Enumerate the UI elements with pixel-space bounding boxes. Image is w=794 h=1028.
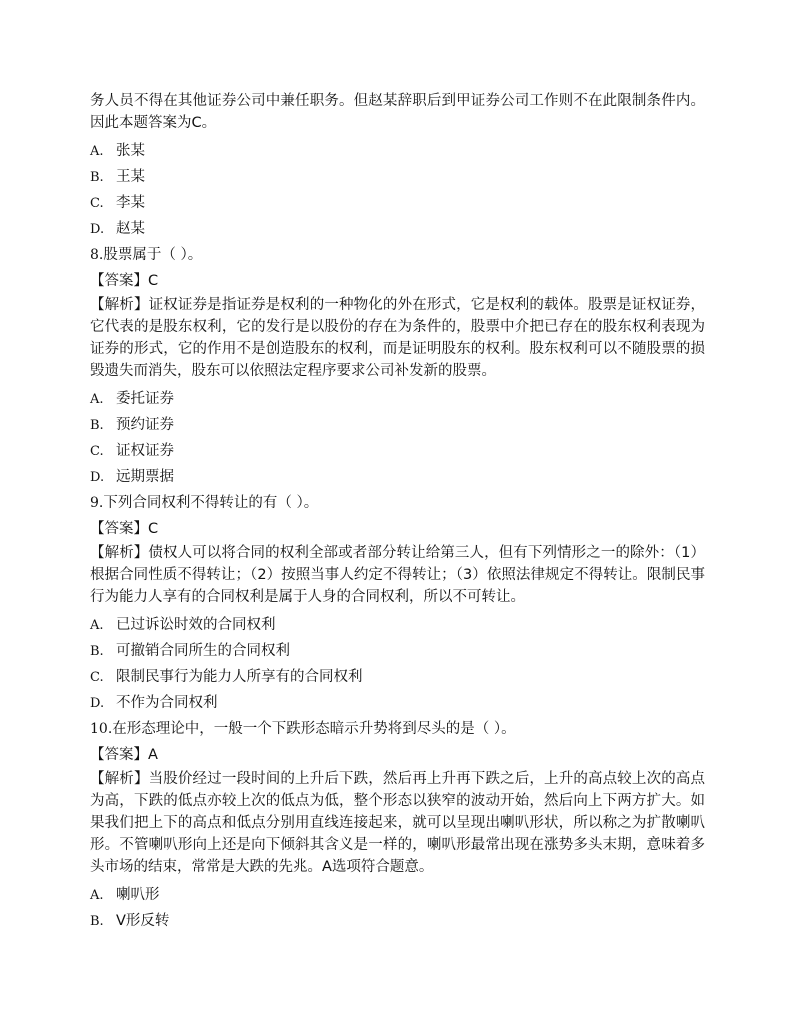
q9-stem: 9.下列合同权利不得转让的有（ ）。 <box>90 495 319 511</box>
q9-answer: 【答案】C <box>90 521 159 537</box>
q7-option-d[interactable]: D. 赵某 <box>90 221 145 237</box>
intro-paragraph: 务人员不得在其他证券公司中兼任职务。但赵某辞职后到甲证券公司工作则不在此限制条件内。因此本题答案为C。 <box>90 93 705 131</box>
q8-option-b[interactable]: B. 预约证券 <box>90 417 174 433</box>
q9-option-b[interactable]: B. 可撤销合同所生的合同权利 <box>90 643 290 659</box>
q10-stem: 10.在形态理论中，一般一个下跌形态暗示升势将到尽头的是（ ）。 <box>90 721 516 737</box>
q8-option-d[interactable]: D. 远期票据 <box>90 469 174 485</box>
q8-option-c[interactable]: C. 证权证券 <box>90 443 174 459</box>
q8-analysis: 【解析】证权证券是指证券是权利的一种物化的外在形式，它是权利的载体。股票是证权证券，它代表的是股东权利，它的发行是以股份的存在为条件的，股票中介把已存在的股东权利表现为证券的形式，它的作用不是创造股东的权利，而是证明股东的权利。股东权利可以不随股票的损毁遗失而消失，股东可以依照法定程序要求公司补发新的股票。 <box>90 297 706 379</box>
q7-option-a[interactable]: A. 张某 <box>90 143 145 159</box>
q10-option-b[interactable]: B. V形反转 <box>90 913 170 929</box>
q10-option-a[interactable]: A. 喇叭形 <box>90 887 160 903</box>
q9-option-c[interactable]: C. 限制民事行为能力人所享有的合同权利 <box>90 669 363 685</box>
q10-analysis: 【解析】当股价经过一段时间的上升后下跌，然后再上升再下跌之后，上升的高点较上次的高点为高，下跌的低点亦较上次的低点为低，整个形态以狭窄的波动开始，然后向上下两方扩大。如果我们把上下的高点和低点分别用直线连接起来，就可以呈现出喇叭形状，所以称之为扩散喇叭形。不管喇叭形向上还是向下倾斜其含义是一样的，喇叭形最常出现在涨势多头末期，意味着多头市场的结束，常常是大跌的先兆。A选项符合题意。 <box>90 771 706 875</box>
q9-option-d[interactable]: D. 不作为合同权利 <box>90 695 218 711</box>
q8-stem: 8.股票属于（ ）。 <box>90 247 203 263</box>
q8-answer: 【答案】C <box>90 273 159 289</box>
q7-option-c[interactable]: C. 李某 <box>90 195 145 211</box>
q10-answer: 【答案】A <box>90 747 158 763</box>
q8-option-a[interactable]: A. 委托证券 <box>90 391 174 407</box>
q7-option-b[interactable]: B. 王某 <box>90 169 145 185</box>
q9-option-a[interactable]: A. 已过诉讼时效的合同权利 <box>90 617 276 633</box>
document-page <box>90 90 705 934</box>
q9-analysis: 【解析】债权人可以将合同的权利全部或者部分转让给第三人，但有下列情形之一的除外：（1）根据合同性质不得转让；（2）按照当事人约定不得转让；（3）依照法律规定不得转让。限制民事行为能力人享有的合同权利是属于人身的合同权利，所以不可转让。 <box>90 545 705 605</box>
